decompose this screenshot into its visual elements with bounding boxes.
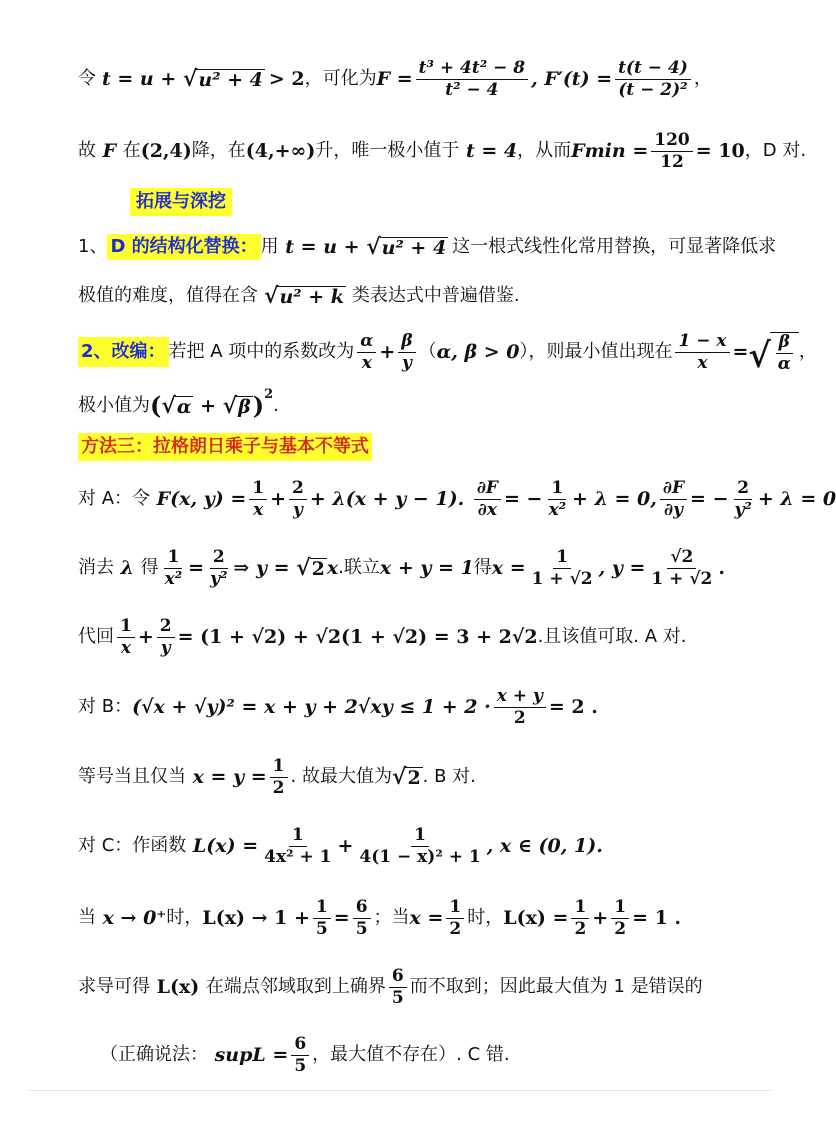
section-heading-method-three: 方法三：拉格朗日乘子与基本不等式 bbox=[78, 432, 760, 462]
line-6: 2、改编： 若把 A 项中的系数改为 $\frac{\alpha}{x}$ + $\frac{\beta}{y}$ （ α, β > 0 ），则最小值出现在 $\frac{1 - x}{x}$ = √ $\frac{\beta}{\alpha}$ ， bbox=[78, 326, 760, 378]
page-bottom-divider bbox=[28, 1090, 772, 1091]
line-13: 等号当且仅当 x = y = $\frac{1}{2}$ . 故最大值为 √ 2 . B 对. bbox=[78, 755, 476, 798]
line-5: 极值的难度，值得在含 √ u² + k 类表达式中普遍借鉴. bbox=[78, 283, 520, 309]
line-16: 求导可得 L(x) 在端点邻域取到上确界 $\frac{6}{5}$ 而不取到；因此最大值为 1 是错误的 bbox=[78, 965, 703, 1008]
line-1: 令 t = u + √ u² + 4 > 2 ，可化为 F = $\frac{\text{t³ + 4t² − 8}}{\text{t² − 4}}$ , F′(t) = $\frac{t(t - 4)}{\text{(t − 2)²}}$ ， bbox=[78, 57, 712, 100]
line-10: 消去 λ 得 $\frac{1}{\text{x²}}$ = $\frac{2}{\text{y²}}$ ⇒ y = √ 2 x .联立 x + y = 1 得 x = $\frac{1}{1 + √2}$ , y = $\frac{√2}{1 + √2}$ . bbox=[78, 546, 725, 589]
line-4: 1、 D 的结构化替换： 用 t = u + √ u² + 4 这一根式线性化常用替换，可显著降低求 bbox=[78, 234, 777, 260]
section-heading-expand: 拓展与深挖 bbox=[130, 187, 760, 217]
line-17: （正确说法： supL = $\frac{6}{5}$ ，最大值不存在）. C 错. bbox=[100, 1033, 510, 1076]
line-12: 对 B： (√x + √y)² = x + y + 2√xy ≤ 1 + 2 · $\frac{x + y}{2}$ = 2 . bbox=[78, 685, 598, 728]
line-15: 当 x → 0⁺ 时， L(x) → 1 + $\frac{1}{5}$ = $\frac{6}{5}$ ；当 x = $\frac{1}{2}$ 时， L(x) = $\frac{1}{2}$ + $\frac{1}{2}$ = 1 . bbox=[78, 896, 682, 939]
line-7: 极小值为 ( √ α + √ β ) 2 . bbox=[78, 387, 279, 420]
line-14: 对 C：作函数 L(x) = $\frac{1}{\text{4x² + 1}}$ + $\frac{1}{\text{4(1 − x)² + 1}}$ , x ∈ (0, 1). bbox=[78, 824, 603, 867]
line-2: 故 F 在 (2,4) 降，在 (4,+∞) 升，唯一极小值于 t = 4 ，从而 Fmin = $\frac{120}{12}$ = 10 ，D 对. bbox=[78, 129, 807, 172]
line-9: 对 A：令 F(x, y) = $\frac{1}{x}$ + $\frac{2}{y}$ + λ(x + y − 1). $\frac{\partial F}{\partial x}$ = − $\frac{1}{\text{x²}}$ + λ = 0, $\frac{\partial F}{\partial y}$ = − $\frac{2}{\text{y²}}$ + λ = 0 bbox=[78, 477, 836, 520]
line-11: 代回 $\frac{1}{x}$ + $\frac{2}{y}$ = (1 + √2) + √2(1 + √2) = 3 + 2√2 .且该值可取. A 对. bbox=[78, 615, 687, 658]
